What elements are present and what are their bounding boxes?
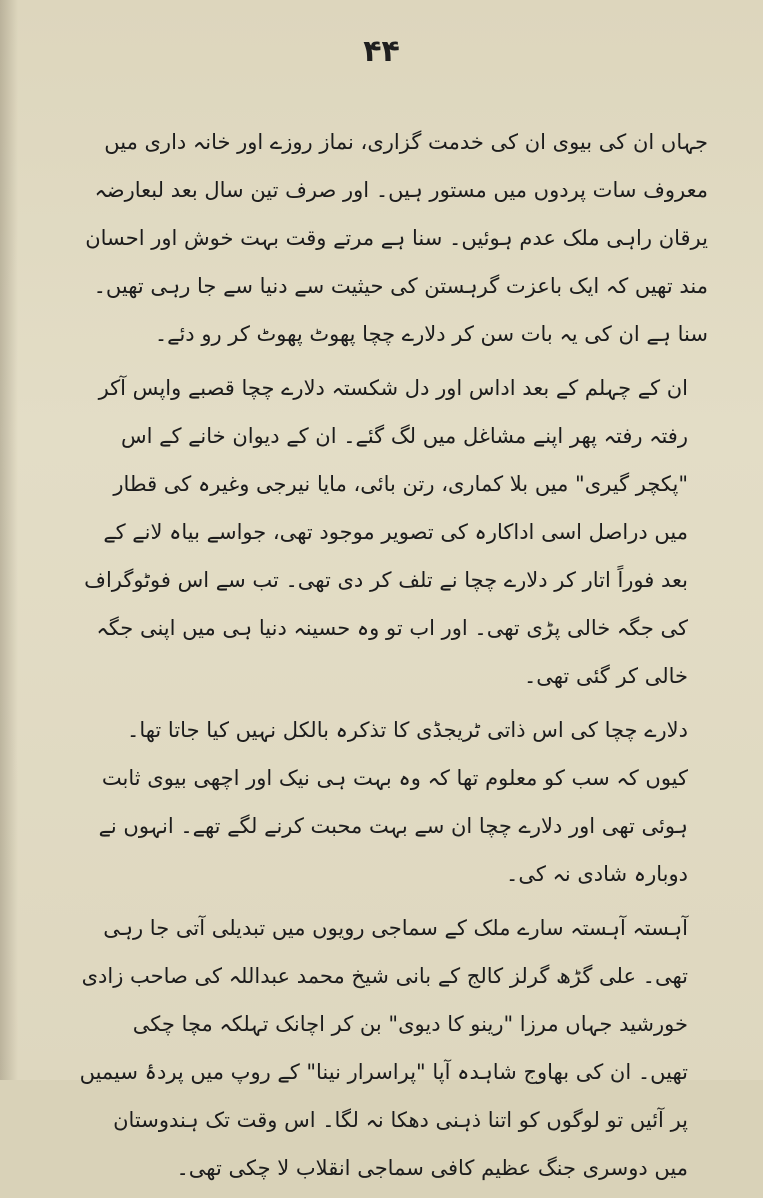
body-text (78, 118, 708, 1198)
paragraph-1: جہاں ان کی بیوی ان کی خدمت گزاری، نماز روزے اور خانہ داری میں معروف سات پردوں میں مستور ہیں۔ اور صرف تین سال بعد لبعارضہ یرقان راہی ملک عدم ہوئیں۔ سنا ہے مرتے وقت بہت خوش اور احسان مند تھیں کہ ایک باعزت گرہستن کی حیثیت سے دنیا سے جا رہی تھیں۔ سنا ہے ان کی یہ بات سن کر دلارے چچا پھوٹ پھوٹ کر رو دئے۔ (85, 130, 708, 346)
paragraph-3: دلارے چچا کی اس ذاتی ٹریجڈی کا تذکرہ بالکل نہیں کیا جاتا تھا۔ کیوں کہ سب کو معلوم تھا کہ وہ بہت ہی نیک اور اچھی بیوی ثابت ہوئی تھی اور دلارے چچا ان سے بہت محبت کرنے لگے تھے۔ انہوں نے دوبارہ شادی نہ کی۔ (98, 718, 688, 886)
page-number: ۴۴ (363, 34, 400, 69)
paragraph-4: آہستہ آہستہ سارے ملک کے سماجی رویوں میں تبدیلی آتی جا رہی تھی۔ علی گڑھ گرلز کالج کے بانی شیخ محمد عبداللہ کی صاحب زادی خورشید جہاں مرزا "رینو کا دیوی" بن کر اچانک تہلکہ مچا چکی تھیں۔ ان کی بھاوج شاہدہ آپا "پراسرار نینا" کے روپ میں پردۂ سیمیں پر آئیں تو لوگوں کو اتنا ذہنی دھکا نہ لگا۔ اس وقت تک ہندوستان میں دوسری جنگ عظیم کافی سماجی انقلاب لا چکی تھی۔ (79, 916, 688, 1180)
page-edge-shadow (0, 0, 18, 1080)
paragraph-2: ان کے چہلم کے بعد اداس اور دل شکستہ دلارے چچا قصبے واپس آکر رفتہ رفتہ پھر اپنے مشاغل میں لگ گئے۔ ان کے دیوان خانے کے اس "پکچر گیری" میں بلا کماری، رتن بائی، مایا نیرجی وغیرہ کی قطار میں دراصل اسی اداکارہ کی تصویر موجود تھی، جواسے بیاہ لانے کے بعد فوراً اتار کر دلارے چچا نے تلف کر دی تھی۔ تب سے اس فوٹوگراف کی جگہ خالی پڑی تھی۔ اور اب تو وہ حسینہ دنیا ہی میں اپنی جگہ خالی کر گئی تھی۔ (84, 376, 688, 688)
